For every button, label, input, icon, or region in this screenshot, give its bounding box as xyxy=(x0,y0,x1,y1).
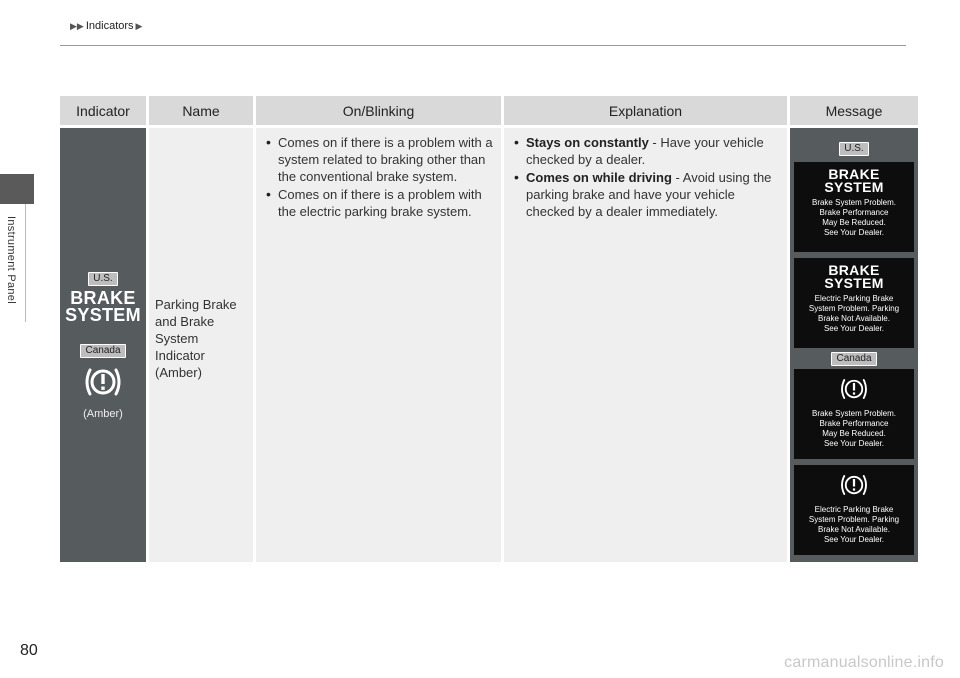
name-line: and Brake xyxy=(155,314,215,329)
brake-warning-icon xyxy=(839,375,869,403)
table-header-row xyxy=(60,96,918,125)
brake-symbol-line1: BRAKE xyxy=(70,288,136,308)
message-line: See Your Dealer. xyxy=(823,535,885,544)
explanation-cell xyxy=(504,128,787,562)
on-blinking-item: • Comes on if there is a problem with a system related to braking other than the conventional brake system. xyxy=(266,134,493,185)
brake-warning-icon xyxy=(839,471,869,499)
message-line: System Problem. Parking xyxy=(808,515,900,524)
column-header-explanation: Explanation xyxy=(504,96,787,125)
section-tab-rule xyxy=(25,204,26,322)
brake-system-indicator-symbol xyxy=(65,290,141,324)
message-line: Electric Parking Brake xyxy=(814,505,894,514)
message-line: Brake Performance xyxy=(819,208,889,217)
message-screen xyxy=(794,369,914,459)
section-tab-text: Instrument Panel xyxy=(5,216,17,304)
message-line: See Your Dealer. xyxy=(823,439,885,448)
indicator-cell xyxy=(60,128,146,562)
explanation-item-bold: Comes on while driving xyxy=(526,170,672,185)
message-screen xyxy=(794,465,914,555)
message-line: Brake System Problem. xyxy=(811,198,897,207)
message-line: Brake System Problem. xyxy=(811,409,897,418)
message-line: Brake Not Available. xyxy=(818,525,890,534)
explanation-item-bold: Stays on constantly xyxy=(526,135,649,150)
message-line: Electric Parking Brake xyxy=(814,294,894,303)
name-cell xyxy=(149,128,253,562)
canada-region-tag: Canada xyxy=(831,352,876,366)
message-line: Brake Performance xyxy=(819,419,889,428)
breadcrumb-arrow-icon: ▶▶ xyxy=(70,20,84,31)
message-line: See Your Dealer. xyxy=(823,228,885,237)
header-rule xyxy=(60,45,906,46)
indicator-color-note: (Amber) xyxy=(83,408,123,420)
explanation-item xyxy=(514,169,779,220)
page-number: 80 xyxy=(20,642,38,659)
explanation-item xyxy=(514,134,779,168)
breadcrumb-item-indicators[interactable]: Indicators xyxy=(85,20,134,32)
message-screen-title: BRAKE xyxy=(828,262,880,278)
message-screen-title: BRAKE xyxy=(828,166,880,182)
message-line: Brake Not Available. xyxy=(818,314,890,323)
watermark: carmanualsonline.info xyxy=(784,654,944,671)
message-line: May Be Reduced. xyxy=(822,218,886,227)
message-screen-title: SYSTEM xyxy=(824,275,884,291)
name-line: (Amber) xyxy=(155,365,202,380)
message-cell xyxy=(790,128,918,562)
section-tab-marker xyxy=(0,174,34,204)
name-line: Parking Brake xyxy=(155,297,237,312)
section-tab-label xyxy=(3,205,19,315)
us-region-tag: U.S. xyxy=(839,142,868,156)
name-line: System xyxy=(155,331,199,346)
column-header-name: Name xyxy=(149,96,253,125)
column-header-indicator: Indicator xyxy=(60,96,146,125)
on-blinking-cell xyxy=(256,128,501,562)
column-header-message: Message xyxy=(790,96,918,125)
table-row xyxy=(60,128,918,562)
name-line: Indicator xyxy=(155,348,205,363)
canada-region-tag: Canada xyxy=(80,344,125,358)
brake-symbol-line2: SYSTEM xyxy=(65,305,141,325)
column-header-on-blinking: On/Blinking xyxy=(256,96,501,125)
message-line: May Be Reduced. xyxy=(822,429,886,438)
message-screen xyxy=(794,258,914,348)
message-line: See Your Dealer. xyxy=(823,324,885,333)
breadcrumb-arrow-icon: ▶ xyxy=(135,20,143,31)
breadcrumb xyxy=(70,20,142,32)
us-region-tag: U.S. xyxy=(88,272,117,286)
brake-warning-icon xyxy=(83,364,123,400)
on-blinking-item: • Comes on if there is a problem with the electric parking brake system. xyxy=(266,186,493,220)
explanation-item-text: - Avoid using the parking brake and have your vehicle checked by a dealer immediately. xyxy=(526,170,772,219)
message-screen xyxy=(794,162,914,252)
indicator-table xyxy=(57,96,921,562)
message-line: System Problem. Parking xyxy=(808,304,900,313)
message-screen-title: SYSTEM xyxy=(824,179,884,195)
explanation-item-text: - Have your vehicle checked by a dealer. xyxy=(526,135,764,167)
